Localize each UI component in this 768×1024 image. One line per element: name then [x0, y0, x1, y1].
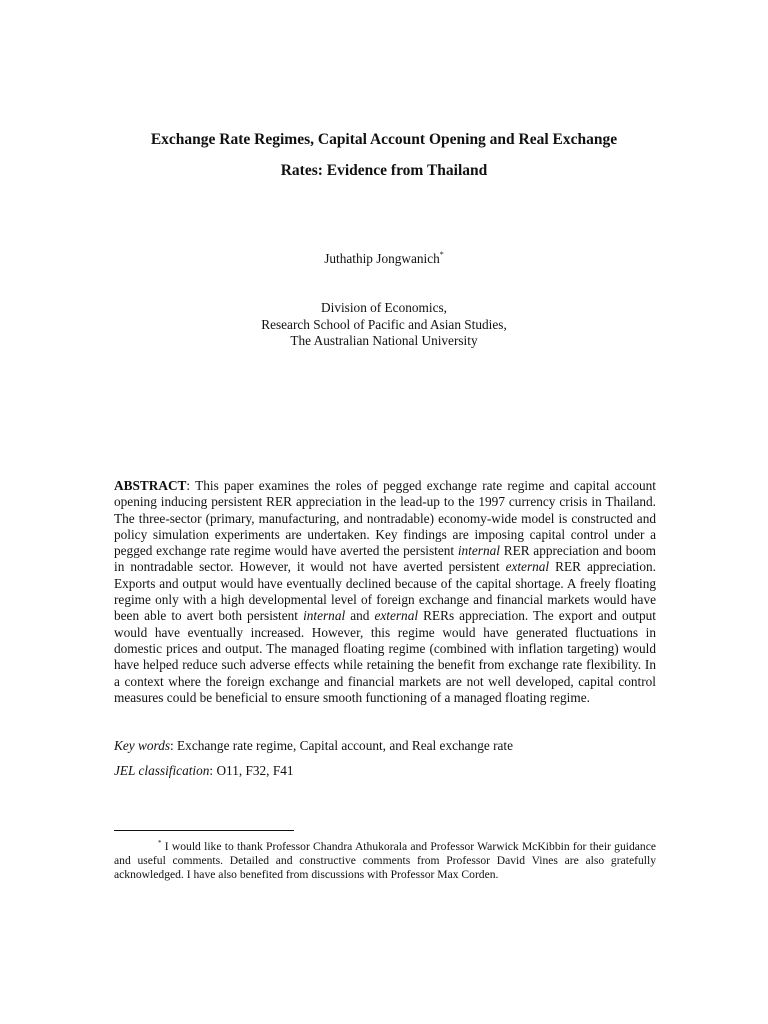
abstract-text-2: RER appreciation and boom in nontradable sector. However, it would not have averted persistent: [114, 543, 656, 575]
abstract-emphasis-3: internal: [303, 608, 346, 624]
abstract-label: ABSTRACT: [114, 478, 187, 493]
abstract-emphasis-4: external: [374, 608, 419, 624]
footnote-mark: *: [158, 839, 162, 847]
footnote-separator: [114, 830, 294, 831]
footnote-text: I would like to thank Professor Chandra Athukorala and Professor Warwick McKibbin for their guidance and useful comments. Detailed and constructive comments from Professor David Vines are also gratefully acknowledged. I have also benefited from discussions with Professor Max Corden.: [114, 840, 656, 882]
author-name: [0, 250, 768, 267]
jel-text: : O11, F32, F41: [209, 763, 294, 778]
author-name-text: Juthathip Jongwanich: [324, 251, 440, 266]
abstract-text-4: and: [345, 608, 375, 624]
paper-title: [100, 124, 668, 186]
abstract-emphasis-1: internal: [457, 543, 500, 559]
keywords-text: : Exchange rate regime, Capital account, and Real exchange rate: [170, 738, 513, 753]
abstract-emphasis-2: external: [505, 559, 550, 575]
title-line-2: Rates: Evidence from Thailand: [280, 162, 488, 179]
jel-classification-line: [114, 763, 294, 779]
jel-label: JEL classification: [114, 763, 210, 778]
keywords-line: [114, 738, 513, 754]
abstract-text-1: : This paper examines the roles of pegged exchange rate regime and capital account opening inducing persistent RER appreciation in the lead-up to the 1997 currency crisis in Thailand. The three-sector (primary, manufacturing, and nontradable) economy-wide model is constructed and policy simulation experiments are undertaken. Key findings are imposing capital control under a pegged exchange rate regime would have averted the persistent: [114, 478, 656, 559]
author-affiliation: [0, 300, 768, 350]
abstract-paragraph: [114, 478, 656, 706]
footnote: [114, 836, 656, 883]
abstract-text-3: RER appreciation. Exports and output would have eventually declined because of the capital shortage. A freely floating regime only with a high developmental level of foreign exchange and financial markets would have been able to avert both persistent: [114, 559, 656, 624]
title-line-1: Exchange Rate Regimes, Capital Account Opening and Real Exchange: [150, 131, 618, 148]
affiliation-line-2: Research School of Pacific and Asian Studies,: [261, 316, 507, 332]
affiliation-line-3: The Australian National University: [290, 333, 478, 348]
affiliation-line-1: Division of Economics,: [321, 300, 447, 315]
author-footnote-mark: *: [439, 250, 444, 259]
abstract-text-5: RERs appreciation. The export and output would have eventually increased. However, this regime would have generated fluctuations in domestic prices and output. The managed floating regime (combined with inflation targeting) would have helped reduce such adverse effects while retaining the benefit from exchange rate flexibility. In a context where the foreign exchange and financial markets are not well developed, capital control measures could be beneficial to ensure smooth functioning of a managed floating regime.: [114, 608, 656, 705]
keywords-label: Key words: [114, 738, 171, 753]
